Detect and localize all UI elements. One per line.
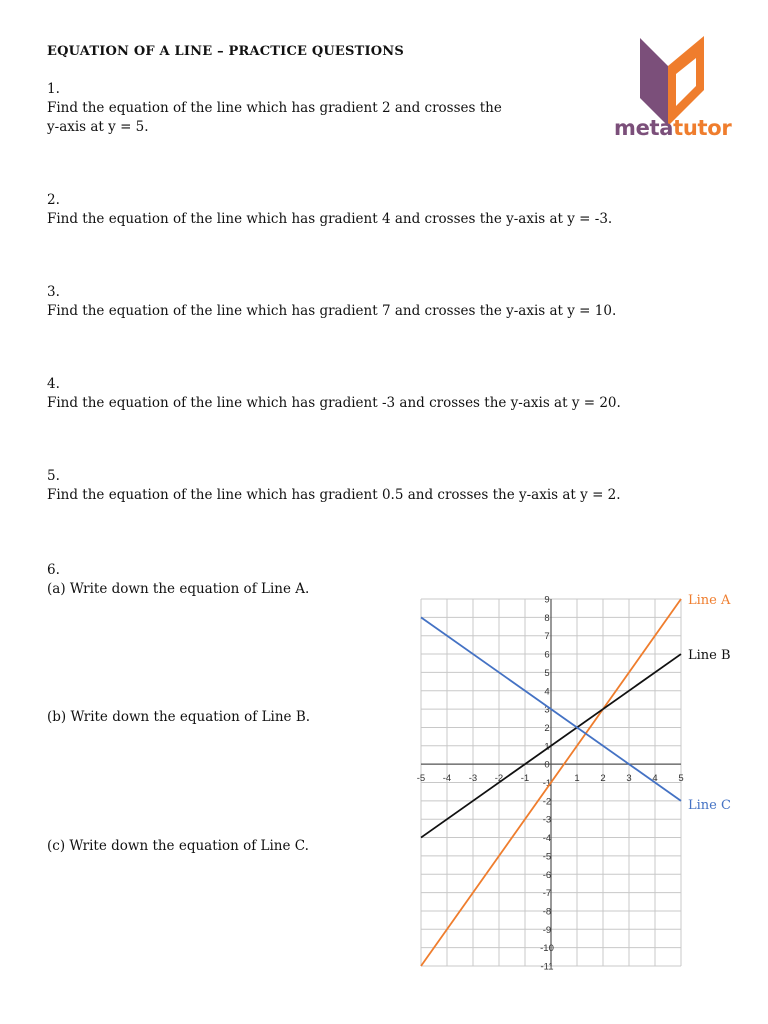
y-tick-label: -10	[540, 943, 554, 955]
question-4	[47, 375, 621, 413]
question-3	[47, 283, 616, 321]
y-tick-label: 8	[544, 612, 550, 624]
x-tick-label: -4	[442, 773, 452, 785]
y-tick-label: -11	[540, 961, 554, 973]
x-tick-label: -2	[494, 773, 504, 785]
y-tick-label: 1	[544, 741, 550, 753]
question-text: Find the equation of the line which has gradient -3 and crosses the y-axis at y = 20.	[47, 395, 621, 411]
question-part-a: (a) Write down the equation of Line A.	[47, 581, 310, 597]
question-text: Find the equation of the line which has gradient 2 and crosses the	[47, 100, 502, 116]
series-label: Line A	[688, 593, 731, 608]
y-tick-label: -4	[542, 833, 552, 845]
y-tick-label: -9	[542, 924, 552, 936]
series-label: Line C	[688, 797, 731, 813]
y-tick-label: 5	[544, 667, 550, 679]
question-number: 5.	[47, 468, 60, 484]
question-text: Find the equation of the line which has gradient 4 and crosses the y-axis at y = -3.	[47, 211, 613, 227]
line-graph	[410, 590, 760, 975]
question-text: y-axis at y = 5.	[47, 119, 149, 135]
question-5	[47, 467, 621, 505]
y-tick-label: 0	[544, 759, 550, 771]
brand-name-part2: tutor	[673, 116, 732, 140]
y-tick-label: 2	[544, 722, 550, 734]
x-tick-label: 4	[652, 773, 658, 785]
x-tick-label: 1	[574, 773, 580, 785]
y-tick-label: -3	[542, 814, 552, 826]
y-tick-label: 7	[544, 631, 550, 643]
question-number: 6.	[47, 562, 60, 578]
question-part-c: (c) Write down the equation of Line C.	[47, 838, 309, 854]
y-tick-label: -5	[542, 851, 552, 863]
y-tick-label: 3	[544, 704, 550, 716]
y-tick-label: 9	[544, 594, 550, 606]
x-tick-label: -1	[520, 773, 530, 785]
brand-name-part1: meta	[614, 116, 674, 140]
question-text: Find the equation of the line which has gradient 7 and crosses the y-axis at y = 10.	[47, 303, 617, 319]
y-tick-label: -8	[542, 906, 552, 918]
x-tick-label: -3	[468, 773, 478, 785]
y-tick-label: -7	[542, 888, 552, 900]
question-number: 1.	[47, 81, 60, 97]
question-2	[47, 191, 612, 229]
y-tick-label: -6	[542, 869, 552, 881]
page-title: EQUATION OF A LINE – PRACTICE QUESTIONS	[47, 44, 404, 59]
question-text: Find the equation of the line which has gradient 0.5 and crosses the y-axis at y = 2.	[47, 487, 621, 503]
x-tick-label: 2	[600, 773, 606, 785]
y-tick-label: 4	[544, 686, 550, 698]
series-label: Line B	[688, 648, 731, 664]
brand-name	[614, 116, 731, 140]
question-number: 3.	[47, 284, 60, 300]
x-tick-label: 5	[678, 773, 684, 785]
question-part-b: (b) Write down the equation of Line B.	[47, 709, 311, 725]
y-tick-label: -2	[542, 796, 552, 808]
question-6	[47, 561, 309, 599]
question-1	[47, 80, 502, 137]
x-tick-label: -5	[416, 773, 426, 785]
question-number: 4.	[47, 376, 60, 392]
question-number: 2.	[47, 192, 60, 208]
x-tick-label: 3	[626, 773, 632, 785]
y-tick-label: -1	[542, 778, 552, 789]
y-tick-label: 6	[544, 649, 550, 661]
